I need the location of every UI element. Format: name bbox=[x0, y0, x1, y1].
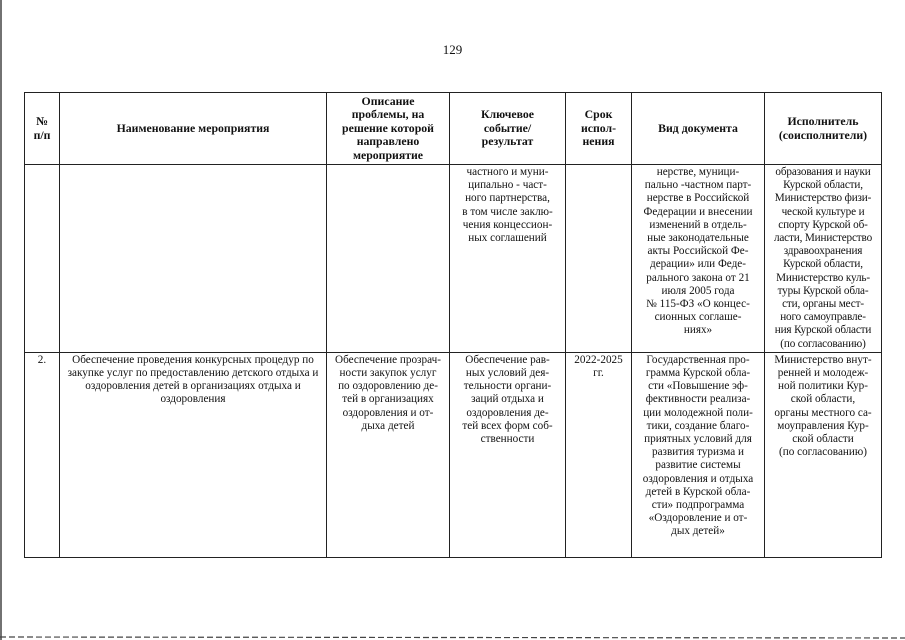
header-num: № п/п bbox=[25, 93, 60, 165]
header-event: Ключевое событие/ результат bbox=[450, 93, 566, 165]
header-problem: Описание проблемы, на решение которой направлено мероприятие bbox=[327, 93, 450, 165]
cell-num bbox=[25, 165, 60, 353]
header-name: Наименование мероприятия bbox=[60, 93, 327, 165]
header-term: Срок испол- нения bbox=[566, 93, 632, 165]
cell-doc: Государственная про- грамма Курской обла- сти «Повышение эф- фективности реализа- ции молодежной поли- тики, создание благо- приятных условий для развития туризма и развитие системы оздоровления и отдыха детей в Курской обла- сти» подпрограмма «Оздоровление и от- дых детей» bbox=[632, 352, 765, 557]
cell-event: частного и муни- ципально - част- ного партнерства, в том числе заклю- чения концессион- ных соглашений bbox=[450, 165, 566, 353]
cell-doc: нерстве, муници- пально -частном парт- нерстве в Российской Федерации и внесении изменений в отдель- ные законодательные акты Российской Фе- дерации» или Феде- рального закона от 21 июля 2005 года № 115-ФЗ «О концес- сионных соглаше- ниях» bbox=[632, 165, 765, 353]
cell-term bbox=[566, 165, 632, 353]
table-row bbox=[25, 352, 882, 557]
cell-problem bbox=[327, 165, 450, 353]
header-executor: Исполнитель (соисполнители) bbox=[765, 93, 882, 165]
cell-problem: Обеспечение прозрач- ности закупок услуг по оздоровлению де- тей в организациях оздоровления и от- дыха детей bbox=[327, 352, 450, 557]
activities-table bbox=[24, 92, 882, 558]
cell-term: 2022-2025 гг. bbox=[566, 352, 632, 557]
header-doc: Вид документа bbox=[632, 93, 765, 165]
table-header-row bbox=[25, 93, 882, 165]
cell-event: Обеспечение рав- ных условий дея- тельности органи- заций отдыха и оздоровления де- тей всех форм соб- ственности bbox=[450, 352, 566, 557]
cell-name: Обеспечение проведения конкурсных процедур по закупке услуг по предоставлению детского отдыха и оздоровления детей в организациях отдыха и оздоровления bbox=[60, 352, 327, 557]
cell-executor: Министерство внут- ренней и молодеж- ной политики Кур- ской области, органы местного са- моуправления Кур- ской области (по согласованию) bbox=[765, 352, 882, 557]
cell-name bbox=[60, 165, 327, 353]
table-row bbox=[25, 165, 882, 353]
cell-num: 2. bbox=[25, 352, 60, 557]
cell-executor: образования и науки Курской области, Министерство физи- ческой культуре и спорту Курской об- ласти, Министерство здравоохранения Курской области, Министерство куль- туры Курской обла- сти, органы мест- ного самоуправле- ния Курской области (по согласованию) bbox=[765, 165, 882, 353]
page-number: 129 bbox=[442, 42, 463, 57]
